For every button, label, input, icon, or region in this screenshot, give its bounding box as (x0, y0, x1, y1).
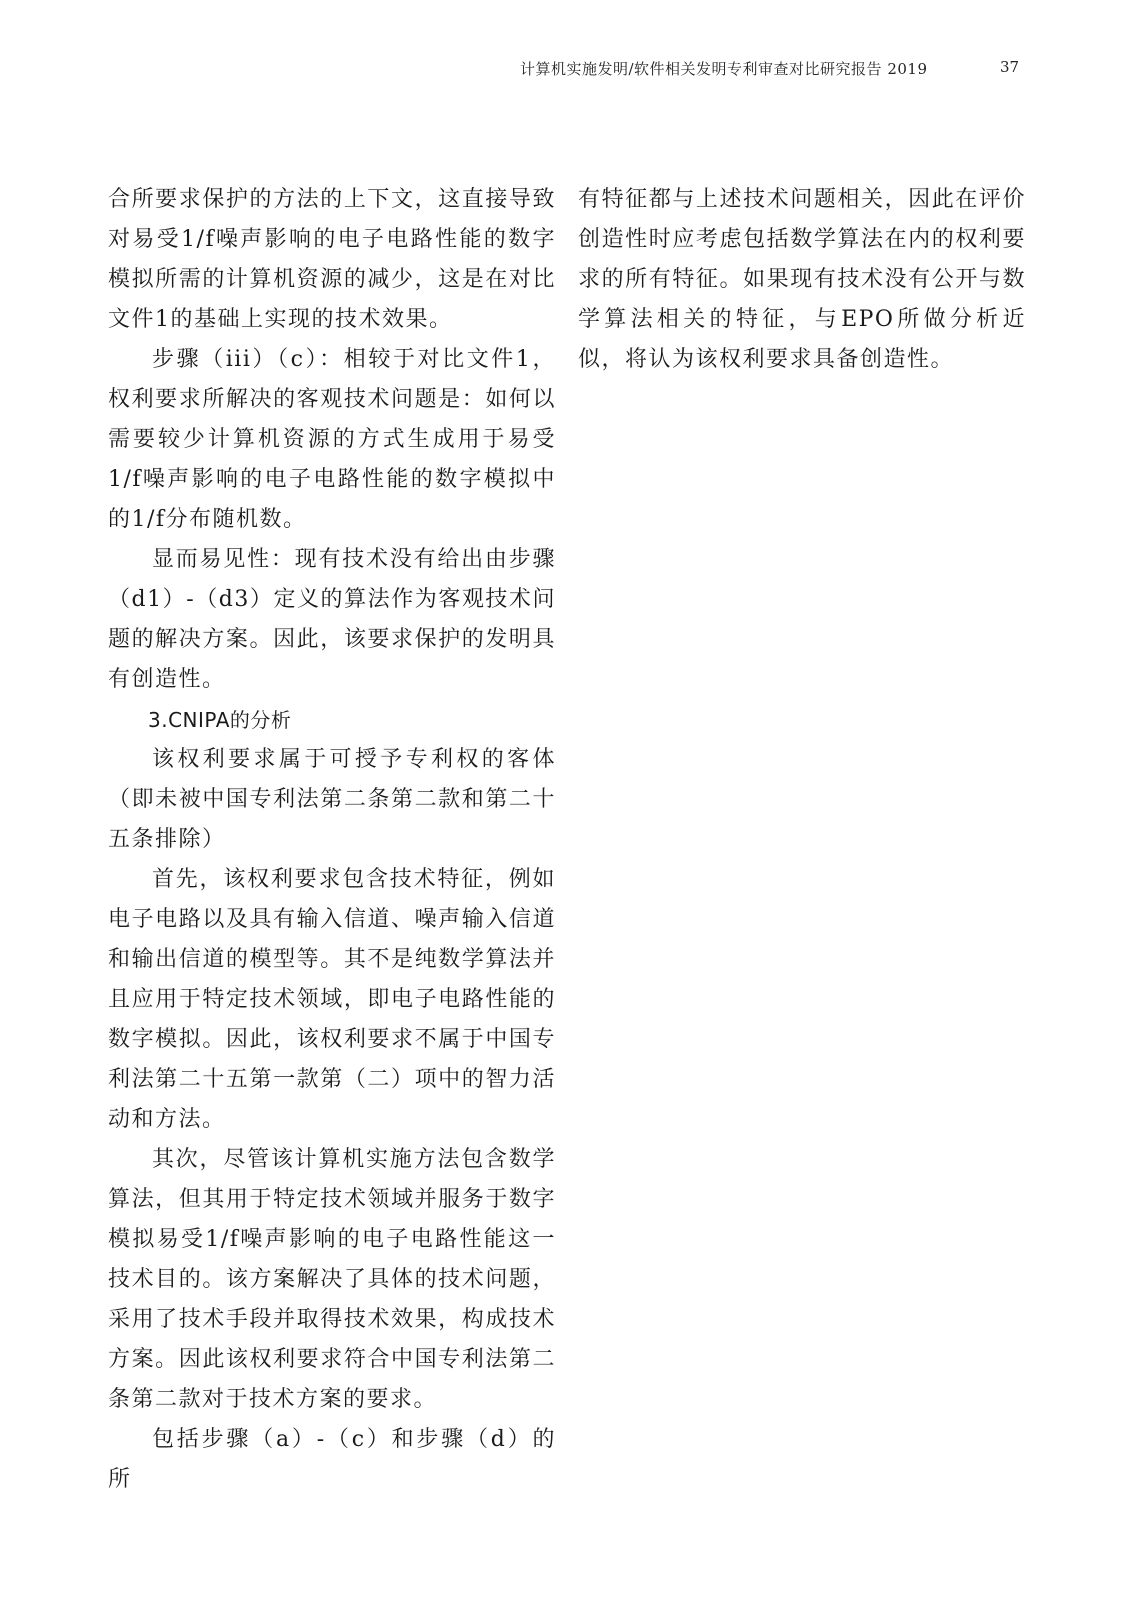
section-heading: 3.CNIPA的分析 (148, 708, 292, 732)
page-header (0, 58, 1131, 82)
right-column (578, 180, 1026, 380)
paragraph-continuation: 合所要求保护的方法的上下文，这直接导致对易受1/f噪声影响的电子电路性能的数字模拟所需的计算机资源的减少，这是在对比文件1的基础上实现的技术效果。 (108, 187, 556, 332)
paragraph-obviousness: 显而易见性：现有技术没有给出由步骤（d1）-（d3）定义的算法作为客观技术问题的解决方案。因此，该要求保护的发明具有创造性。 (108, 547, 556, 692)
page-number: 37 (1000, 58, 1020, 76)
running-title: 计算机实施发明/软件相关发明专利审查对比研究报告 2019 (520, 60, 928, 78)
paragraph-step-iii-c: 步骤（iii）（c）：相较于对比文件1，权利要求所解决的客观技术问题是：如何以需要较少计算机资源的方式生成用于易受1/f噪声影响的电子电路性能的数字模拟中的1/f分布随机数。 (108, 347, 556, 532)
paragraph-first: 首先，该权利要求包含技术特征，例如电子电路以及具有输入信道、噪声输入信道和输出信道的模型等。其不是纯数学算法并且应用于特定技术领域，即电子电路性能的数字模拟。因此，该权利要求不属于中国专利法第二十五第一款第（二）项中的智力活动和方法。 (108, 867, 556, 1132)
left-column (108, 180, 556, 1500)
paragraph-right-continuation: 有特征都与上述技术问题相关，因此在评价创造性时应考虑包括数学算法在内的权利要求的所有特征。如果现有技术没有公开与数学算法相关的特征，与EPO所做分析近似，将认为该权利要求具备创造性。 (578, 187, 1026, 372)
paragraph-steps: 包括步骤（a）-（c）和步骤（d）的所 (108, 1427, 556, 1492)
paragraph-subject-matter: 该权利要求属于可授予专利权的客体（即未被中国专利法第二条第二款和第二十五条排除） (108, 747, 556, 852)
paragraph-second: 其次，尽管该计算机实施方法包含数学算法，但其用于特定技术领域并服务于数字模拟易受1/f噪声影响的电子电路性能这一技术目的。该方案解决了具体的技术问题，采用了技术手段并取得技术效果，构成技术方案。因此该权利要求符合中国专利法第二条第二款对于技术方案的要求。 (108, 1147, 556, 1412)
